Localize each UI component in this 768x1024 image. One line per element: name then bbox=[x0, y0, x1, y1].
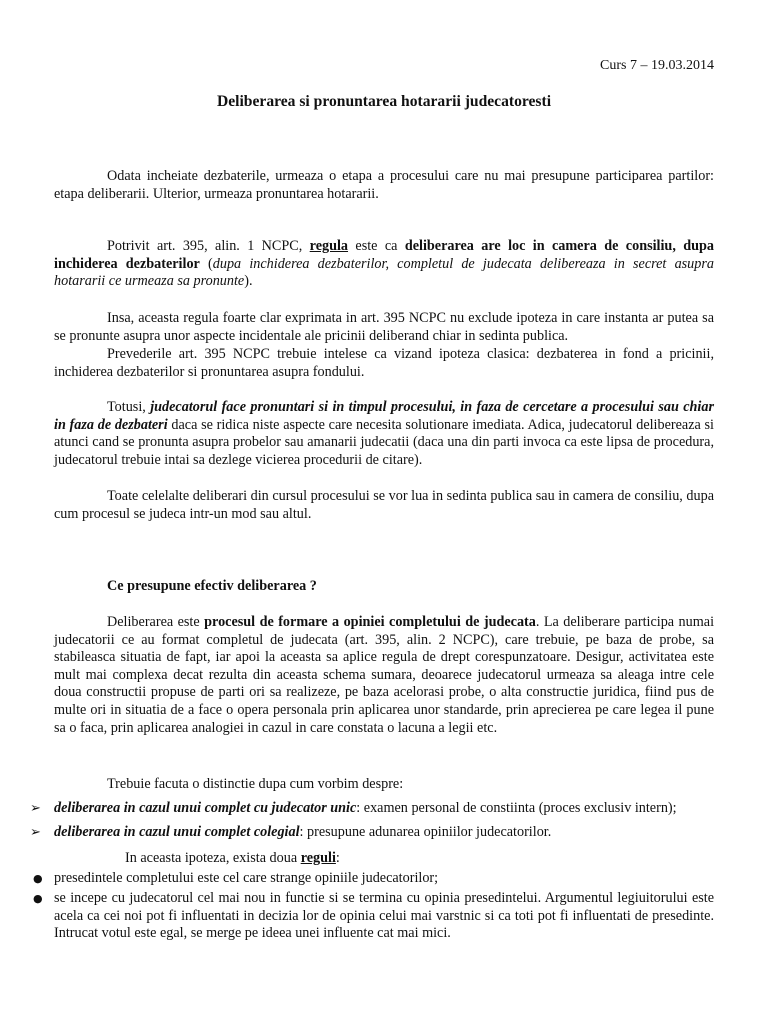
paragraph-other-deliberations: Toate celelalte deliberari din cursul procesului se vor lua in sedinta publica sau in camera de consiliu, dupa cum procesul se judeca intr-un mod sau altul. bbox=[54, 488, 714, 522]
bold-definition: procesul de formare a opiniei completului de judecata bbox=[204, 614, 536, 630]
text-span: daca se ridica niste aspecte care necesita solutionare imediata. Adica, judecatorul delibereaza si atunci cand se pronunta asupra probelor sau amanarii judecatii (daca una din parti invoca ca este lipsa de procedura, judecatorul trebuie intai sa dezlege vicierea procedurii de citare). bbox=[54, 416, 714, 468]
text-span: Potrivit art. 395, alin. 1 NCPC, bbox=[107, 238, 310, 254]
bullet-dot-icon: ● bbox=[33, 872, 43, 885]
text-span: este ca bbox=[348, 238, 405, 254]
arrow-bullet-icon: ➢ bbox=[30, 801, 41, 816]
bullet-text: presedintele completului este cel care strange opiniile judecatorilor; bbox=[54, 870, 439, 886]
text-span: In aceasta ipoteza, exista doua bbox=[125, 850, 301, 866]
bullet-list-item bbox=[33, 890, 714, 943]
arrow-bullet-icon: ➢ bbox=[30, 825, 41, 840]
paragraph-definition bbox=[54, 614, 714, 737]
emphasis-reguli: reguli bbox=[300, 850, 336, 866]
text-span: . La deliberare participa numai judecatorii ce au format completul de judecata (art. 395, alin. 2 NCPC), care trebuie, pe baza de probe, sa stabileasca situatia de fapt, iar apoi la aceasta sa aplice regula de drept corespunzatoare. Desigur, activitatea este mult mai complexa decat rezulta din aceasta schema sumara, deoarece judecatorul urmeaza sa aleaga intre cele doua constructii propuse de parti ori sa realizeze, pe baza acelorasi probe, o alta constructie juridica, fiind pus de multe ori in situatia de a face o opera personala prin aplicarea unor standarde, prin aprecierea pe care legea il pune sa o faca, prin aplicarea analogiei in cazul in care constata o lacuna a legii etc. bbox=[54, 614, 715, 736]
text-span: ( bbox=[199, 255, 213, 272]
bold-rule: deliberarea are loc in camera de consiliu, dupa inchiderea dezbaterilor bbox=[54, 238, 715, 272]
paragraph-totusi bbox=[54, 399, 714, 469]
section-heading: Ce presupune efectiv deliberarea ? bbox=[107, 578, 317, 594]
text-span: : bbox=[335, 850, 340, 866]
arrow-item-emphasis: deliberarea in cazul unui complet cu judecator unic bbox=[54, 800, 357, 816]
paragraph-rule bbox=[54, 238, 714, 291]
arrow-list-item bbox=[30, 800, 714, 818]
arrow-list-item bbox=[30, 824, 714, 842]
bullet-list-item bbox=[33, 870, 714, 888]
paragraph-exception: Insa, aceasta regula foarte clar exprimata in art. 395 NCPC nu exclude ipoteza in care instanta ar putea sa se pronunte asupra unor aspecte incidentale ale pricinii deliberand chiar in sedinta publica. bbox=[54, 310, 714, 344]
course-date: Curs 7 – 19.03.2014 bbox=[600, 58, 714, 73]
paragraph-hypothesis bbox=[125, 850, 714, 868]
emphasis-regula: regula bbox=[309, 238, 349, 254]
italic-explanation: dupa inchiderea dezbaterilor, completul de judecata delibereaza in secret asupra hotararii ce urmeaza sa pronunte bbox=[54, 255, 714, 290]
arrow-item-emphasis: deliberarea in cazul unui complet colegial bbox=[54, 824, 300, 840]
bullet-dot-icon: ● bbox=[33, 892, 43, 905]
bold-italic-emphasis: judecatorul face pronuntari si in timpul procesului, in faza de cercetare a procesului sau chiar in faza de dezbateri bbox=[54, 399, 714, 433]
page-title: Deliberarea si pronuntarea hotararii judecatoresti bbox=[216, 93, 552, 110]
bullet-text: se incepe cu judecatorul cel mai nou in functie si se termina cu opinia presedintelui. Argumentul legiuitorului este acela ca cei noi pot fi influentati in decizia lor de opinia celui mai varstnic si ca toti pot fi influentati de presedinte. Intrucat votul este egal, se merge pe ideea unei influente cat mai mici. bbox=[54, 890, 714, 942]
text-span: Totusi, bbox=[107, 399, 151, 415]
text-span: ). bbox=[244, 273, 253, 290]
arrow-item-text: : presupune adunarea opiniilor judecatorilor. bbox=[299, 824, 552, 840]
arrow-item-text: : examen personal de constiinta (proces exclusiv intern); bbox=[356, 800, 677, 816]
paragraph-intro: Odata incheiate dezbaterile, urmeaza o etapa a procesului care nu mai presupune participarea partilor: etapa deliberarii. Ulterior, urmeaza pronuntarea hotararii. bbox=[54, 168, 714, 202]
paragraph-classic: Prevederile art. 395 NCPC trebuie intelese ca vizand ipoteza clasica: dezbaterea in fond a pricinii, inchiderea dezbaterilor si pronuntarea asupra fondului. bbox=[54, 346, 714, 380]
text-span: Deliberarea este bbox=[107, 614, 205, 630]
paragraph-distinction: Trebuie facuta o distinctie dupa cum vorbim despre: bbox=[107, 776, 404, 792]
